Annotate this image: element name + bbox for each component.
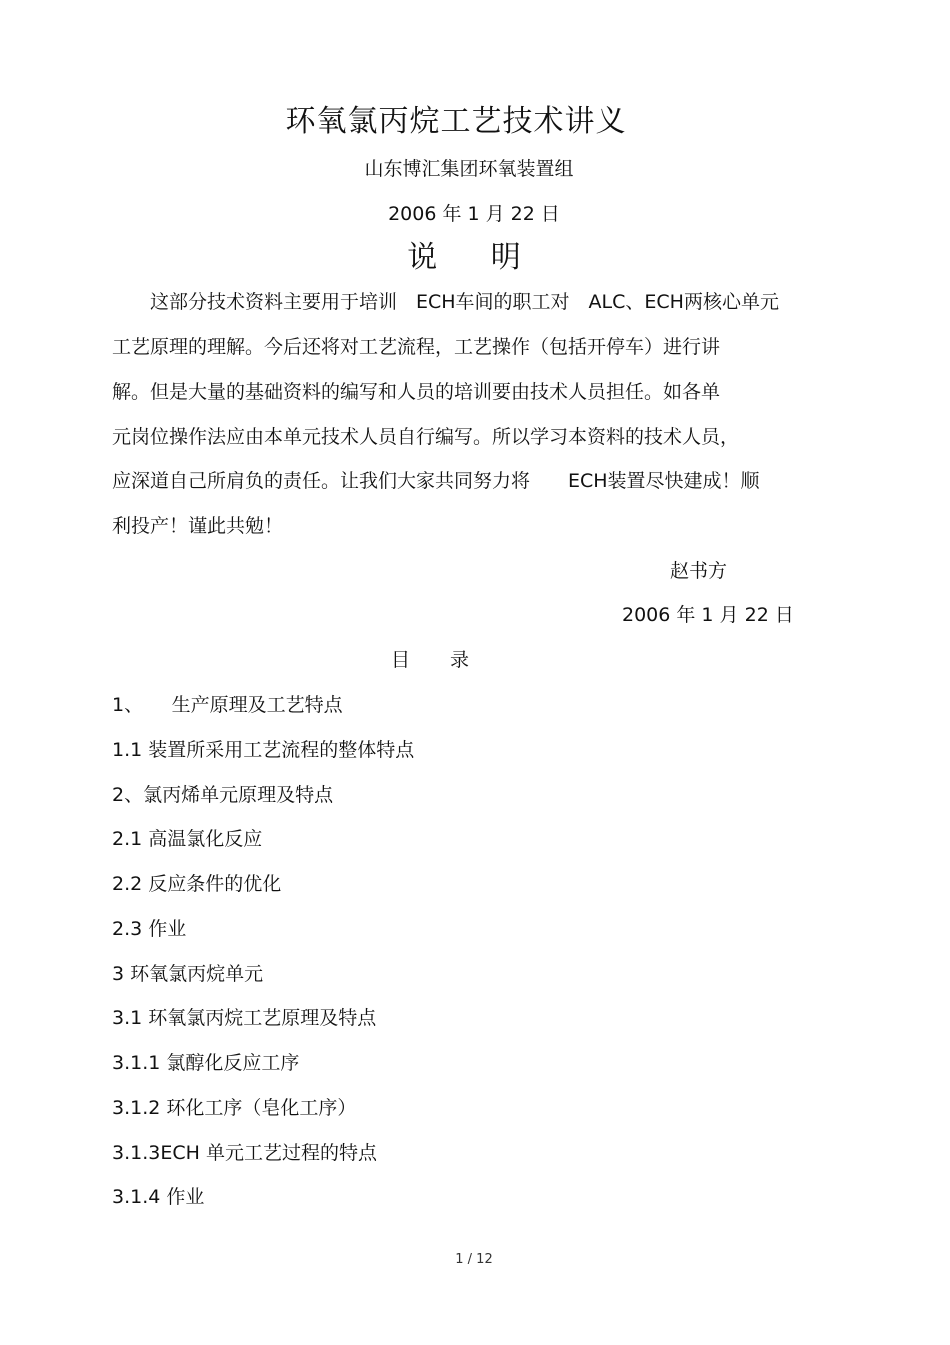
preface-author-date: 2006 年 1 月 22 日 bbox=[622, 604, 794, 626]
preface-heading: 说 明 bbox=[407, 240, 543, 275]
toc-item: 3.1.2 环化工序（皂化工序） bbox=[112, 1097, 357, 1119]
toc-item: 3.1.1 氯醇化反应工序 bbox=[112, 1052, 300, 1074]
toc-item: 3 环氧氯丙烷单元 bbox=[112, 963, 264, 985]
preface-line: 利投产！谨此共勉！ bbox=[112, 515, 284, 537]
toc-item: 2.1 高温氯化反应 bbox=[112, 828, 263, 850]
toc-item: 3.1 环氧氯丙烷工艺原理及特点 bbox=[112, 1007, 377, 1029]
toc-title: 目录 bbox=[390, 649, 509, 671]
preface-line: 应深道自己所肩负的责任。让我们大家共同努力将 ECH装置尽快建成！顺 bbox=[112, 470, 760, 492]
toc-item: 1.1 装置所采用工艺流程的整体特点 bbox=[112, 739, 415, 761]
toc-item: 3.1.4 作业 bbox=[112, 1186, 205, 1208]
toc-item: 2.2 反应条件的优化 bbox=[112, 873, 282, 895]
preface-line: 解。但是大量的基础资料的编写和人员的培训要由技术人员担任。如各单 bbox=[112, 381, 721, 403]
document-subtitle: 山东博汇集团环氧装置组 bbox=[364, 158, 574, 180]
toc-item: 2.3 作业 bbox=[112, 918, 187, 940]
page-indicator: 1 / 12 bbox=[455, 1252, 493, 1267]
preface-author: 赵书方 bbox=[670, 560, 728, 582]
toc-item: 1、 生产原理及工艺特点 bbox=[112, 694, 343, 716]
document-title: 环氧氯丙烷工艺技术讲义 bbox=[285, 104, 627, 139]
preface-line: 工艺原理的理解。今后还将对工艺流程，工艺操作（包括开停车）进行讲 bbox=[112, 336, 721, 358]
document-date: 2006 年 1 月 22 日 bbox=[388, 203, 560, 225]
preface-line: 这部分技术资料主要用于培训 ECH车间的职工对 ALC、ECH两核心单元 bbox=[112, 291, 779, 313]
toc-item: 3.1.3ECH 单元工艺过程的特点 bbox=[112, 1142, 377, 1164]
preface-line: 元岗位操作法应由本单元技术人员自行编写。所以学习本资料的技术人员， bbox=[112, 426, 740, 448]
toc-item: 2、氯丙烯单元原理及特点 bbox=[112, 784, 334, 806]
